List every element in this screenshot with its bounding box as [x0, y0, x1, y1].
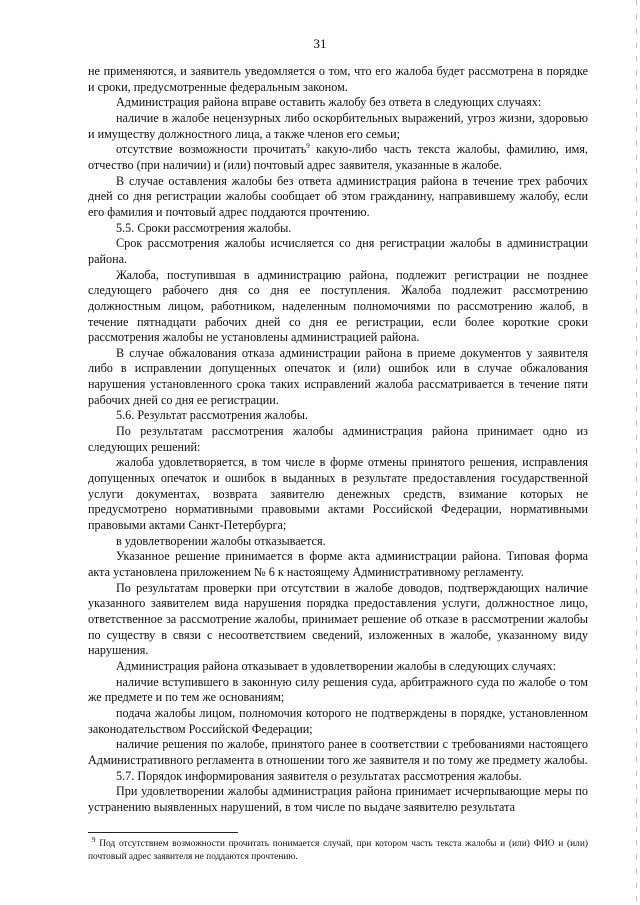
page-number: 31	[313, 36, 327, 51]
paragraph	[88, 268, 588, 346]
paragraph	[88, 174, 588, 221]
paragraph	[88, 95, 588, 111]
paragraph-text: При удовлетворении жалобы администрация района принимает исчерпывающие меры по устранению выявленных нарушений, в том числе по выдаче заявителю результата	[88, 784, 588, 814]
paragraph	[88, 346, 588, 409]
paragraph-text: 5.5. Сроки рассмотрения жалобы.	[116, 220, 292, 235]
footnote	[88, 835, 588, 864]
paragraph	[88, 424, 588, 455]
paragraph	[88, 408, 588, 424]
paragraph-text: В случае оставления жалобы без ответа администрация района в течение трех рабочих дней со дня регистрации жалобы сообщает об этом гражданину, направившему жалобу, если его фамилия и почтовый адрес поддаются прочтению.	[88, 173, 588, 219]
footnote-text: Под отсутствием возможности прочитать понимается случай, при котором часть текста жалобы и (или) ФИО и (или) почтовый адрес заявителя не поддаются прочтению.	[88, 839, 588, 862]
paragraph	[88, 111, 588, 142]
paragraph-text: жалоба удовлетворяется, в том числе в форме отмены принятого решения, исправления допущенных опечаток и ошибок в выданных в результате предоставления государственной услуги документах, возврата заявителю денежных средств, взимание которых не предусмотрено нормативными правовыми актами Российской Федерации, нормативными правовыми актами Санкт-Петербурга;	[88, 455, 588, 533]
paragraph	[88, 675, 588, 706]
paragraph	[88, 64, 588, 95]
paragraph-text: подача жалобы лицом, полномочия которого не подтверждены в порядке, установленном законодательством Российской Федерации;	[88, 705, 588, 736]
paragraph-text: какую-либо часть текста жалобы, фамилию, имя, отчество (при наличии) и (или) почтовый адрес заявителя, указанные в жалобе.	[88, 142, 588, 172]
paragraph-text: 5.6. Результат рассмотрения жалобы.	[116, 408, 308, 423]
footnote-marker: 9	[92, 835, 96, 844]
paragraph	[88, 549, 588, 580]
paragraph	[88, 221, 588, 237]
paragraph	[88, 142, 588, 173]
footnote-reference: 9	[306, 142, 310, 151]
document-body	[88, 64, 588, 816]
paragraph-text: В случае обжалования отказа администрации района в приеме документов у заявителя либо в исправлении допущенных опечаток и (или) ошибок или в случае обжалования нарушения установленного срока таких исправлений жалоба рассматривается в течение пяти рабочих дней со дня ее регистрации.	[88, 345, 588, 407]
paragraph	[88, 581, 588, 659]
paragraph-text: Администрация района вправе оставить жалобу без ответа в следующих случаях:	[116, 95, 542, 110]
paragraph	[88, 769, 588, 785]
paragraph	[88, 659, 588, 675]
paragraph-text: Указанное решение принимается в форме акта администрации района. Типовая форма акта установлена приложением № 6 к настоящему Административному регламенту.	[88, 549, 588, 579]
scan-edge-artifact	[636, 0, 637, 905]
paragraph-text: отсутствие возможности прочитать	[116, 142, 307, 157]
paragraph	[88, 534, 588, 550]
paragraph-text: наличие вступившего в законную силу решения суда, арбитражного суда по жалобе о том же предмете и по тем же основаниям;	[88, 674, 588, 705]
paragraph-text: не применяются, и заявитель уведомляется о том, что его жалоба будет рассмотрена в порядке и сроки, предусмотренные федеральным законом.	[88, 64, 588, 94]
paragraph-text: По результатам проверки при отсутствии в жалобе доводов, подтверждающих наличие указанного заявителем вида нарушения порядка предоставления услуги, должностное лицо, ответственное за рассмотрение жалобы, принимает решение об отказе в рассмотрении жалобы по существу в связи с несоответствием сведений, изложенных в жалобе, указанному виду нарушения.	[88, 580, 588, 658]
paragraph-text: Жалоба, поступившая в администрацию района, подлежит регистрации не позднее следующего рабочего дня со дня ее поступления. Жалоба подлежит рассмотрению должностным лицом, работником, наделенным полномочиями по рассмотрению жалоб, в течение пятнадцати рабочих дней со дня ее регистрации, если более короткие сроки рассмотрения жалобы не установлены администрацией района.	[88, 267, 588, 345]
footnote-separator	[88, 832, 238, 833]
paragraph	[88, 737, 588, 768]
paragraph-text: наличие в жалобе нецензурных либо оскорбительных выражений, угроз жизни, здоровью и имуществу должностного лица, а также членов его семьи;	[88, 110, 588, 141]
paragraph-text: 5.7. Порядок информирования заявителя о результатах рассмотрения жалобы.	[116, 768, 522, 783]
paragraph-text: в удовлетворении жалобы отказывается.	[116, 533, 326, 548]
paragraph-text: Администрация района отказывает в удовлетворении жалобы в следующих случаях:	[116, 658, 557, 673]
paragraph-text: Срок рассмотрения жалобы исчисляется со дня регистрации жалобы в администрации района.	[88, 236, 588, 266]
paragraph	[88, 455, 588, 533]
paragraph	[88, 784, 588, 815]
paragraph-text: По результатам рассмотрения жалобы администрация района принимает одно из следующих решений:	[88, 424, 588, 454]
paragraph	[88, 706, 588, 737]
paragraph-text: наличие решения по жалобе, принятого ранее в соответствии с требованиями настоящего Административного регламента в отношении того же заявителя и по тому же предмету жалобы.	[88, 737, 588, 767]
paragraph	[88, 236, 588, 267]
